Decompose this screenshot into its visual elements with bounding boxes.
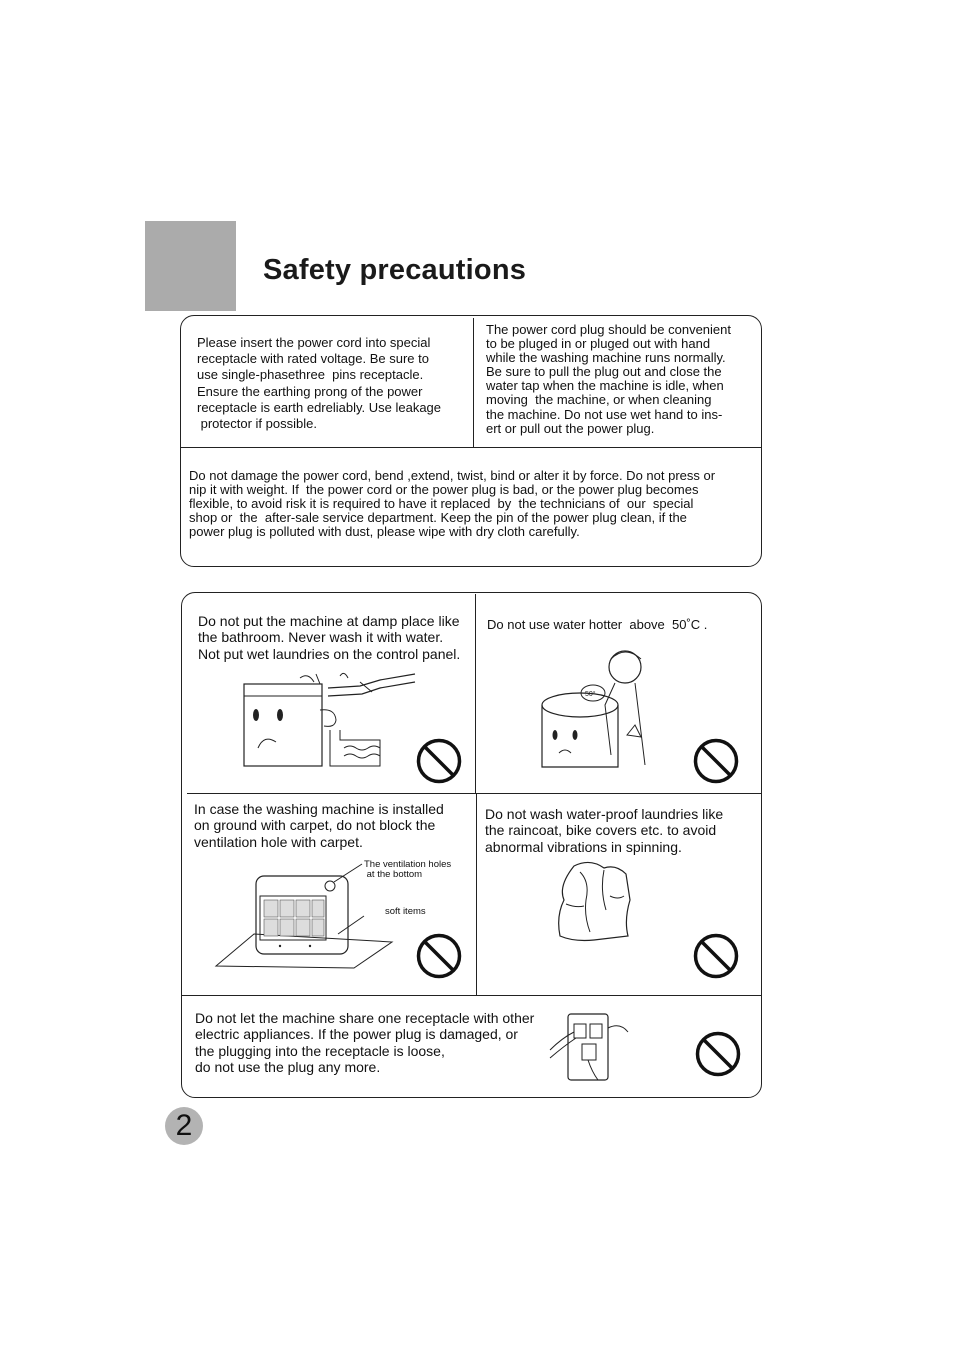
prohibition-icon bbox=[693, 933, 739, 979]
ventilation-holes-label: The ventilation holes at the bottom bbox=[364, 859, 452, 880]
overloaded-socket-illustration bbox=[548, 1010, 630, 1082]
soft-items-label: soft items bbox=[385, 906, 426, 917]
panel-divider bbox=[181, 447, 761, 448]
panel-divider bbox=[476, 793, 477, 995]
power-cord-damage-text: Do not damage the power cord, bend ,extend, twist, bind or alter it by force. Do not press or nip it with weight. If the power cord or the power plug is bad, or the power plug becomes flexible, to avoid risk it is required to have it replaced by the technicians of our special shop or the after-sale service department. Keep the pin of the power plug clean, if the power plug is polluted with dust, please wipe with dry cloth carefully. bbox=[189, 468, 716, 540]
hot-water-text: Do not use water hotter above 50˚C . bbox=[487, 617, 708, 632]
waterproof-laundry-text: Do not wash water-proof laundries like the raincoat, bike covers etc. to avoid abnormal vibrations in spinning. bbox=[485, 806, 724, 855]
washing-machine-hose-illustration bbox=[240, 670, 415, 770]
prohibition-icon bbox=[695, 1031, 741, 1077]
panel-divider bbox=[475, 594, 476, 794]
svg-text:50°: 50° bbox=[585, 691, 596, 698]
panel-divider bbox=[473, 318, 474, 447]
damp-place-text: Do not put the machine at damp place like the bathroom. Never wash it with water. Not put wet laundries on the control panel. bbox=[198, 613, 461, 662]
prohibition-icon bbox=[693, 738, 739, 784]
prohibition-icon bbox=[416, 738, 462, 784]
page-number: 2 bbox=[165, 1107, 203, 1145]
panel-divider bbox=[187, 793, 762, 794]
power-receptacle-text: Please insert the power cord into special receptacle with rated voltage. Be sure to use single-phasethree pins receptacle. Ensure the earthing prong of the power receptacle is earth edreliably. Use leakage protector if possible. bbox=[197, 335, 442, 432]
prohibition-icon bbox=[416, 933, 462, 979]
shared-receptacle-text: Do not let the machine share one receptacle with other electric appliances. If the power plug is damaged, or the plugging into the receptacle is loose, do not use the plug any more. bbox=[195, 1010, 535, 1075]
panel-divider bbox=[181, 995, 762, 996]
carpet-text: In case the washing machine is installed on ground with carpet, do not block the ventilation hole with carpet. bbox=[194, 801, 444, 850]
woman-pouring-hot-water-illustration bbox=[535, 645, 655, 770]
power-plug-text: The power cord plug should be convenient to be pluged in or pluged out with hand while the washing machine runs normally. Be sure to pull the plug out and close the water tap when the machine is idle, when moving the machine, or when cleaning the machine. Do not use wet hand to ins- ert or pull out the power plug. bbox=[486, 322, 731, 436]
header-gray-block bbox=[145, 221, 236, 311]
raincoat-illustration bbox=[554, 860, 634, 942]
page-title: Safety precautions bbox=[263, 254, 527, 286]
